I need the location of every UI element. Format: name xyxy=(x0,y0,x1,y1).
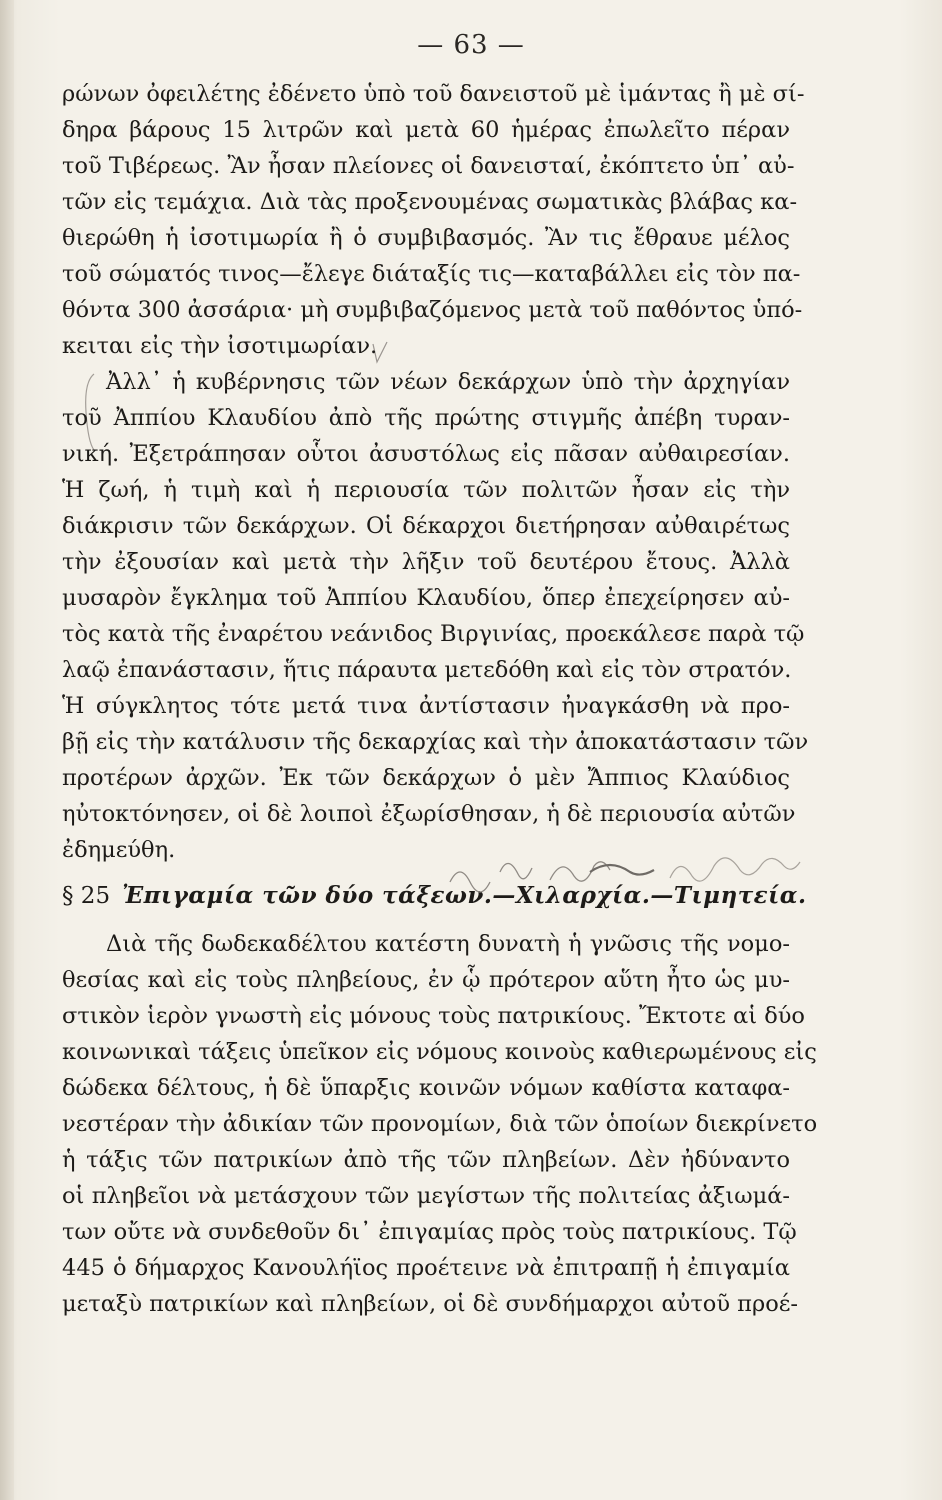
text-line: Ἀλλ᾽ ἡ κυβέρνησις τῶν νέων δεκάρχων ὑπὸ τὴν ἀρχηγίαν xyxy=(106,369,790,395)
body-text xyxy=(62,76,818,1322)
text-line: οἱ πληβεῖοι νὰ μετάσχουν τῶν μεγίστων τῆς πολιτείας ἀξιωμά- xyxy=(62,1183,790,1209)
binding-edge xyxy=(0,0,14,1500)
handwritten-annotation xyxy=(440,842,840,902)
text-line: τοῦ Τιβέρεως. Ἂν ἦσαν πλείονες οἱ δανεισταί, ἐκόπτετο ὑπ᾽ αὐ- xyxy=(62,153,795,179)
text-line: τὸς κατὰ τῆς ἐναρέτου νεάνιδος Βιργινίας, προεκάλεσε παρὰ τῷ xyxy=(62,621,805,647)
text-line: θεσίας καὶ εἰς τοὺς πληβείους, ἐν ᾧ πρότερον αὕτη ἦτο ὡς μυ- xyxy=(62,967,790,993)
text-line: Διὰ τῆς δωδεκαδέλτου κατέστη δυνατὴ ἡ γνῶσις τῆς νομο- xyxy=(106,931,790,957)
text-line: Ἡ σύγκλητος τότε μετά τινα ἀντίστασιν ἠναγκάσθη νὰ προ- xyxy=(62,693,790,719)
text-line: μυσαρὸν ἔγκλημα τοῦ Ἀππίου Κλαυδίου, ὅπερ ἐπεχείρησεν αὐ- xyxy=(62,585,790,611)
text-line: τῶν εἰς τεμάχια. Διὰ τὰς προξενουμένας σωματικὰς βλάβας κα- xyxy=(62,189,798,215)
text-line: 445 ὁ δήμαρχος Κανουλήϊος προέτεινε νὰ ἐπιτραπῇ ἡ ἐπιγαμία xyxy=(62,1255,790,1281)
text-line: Ἡ ζωή, ἡ τιμὴ καὶ ἡ περιουσία τῶν πολιτῶν ἦσαν εἰς τὴν xyxy=(62,477,790,503)
section-title: Ἐπιγαμία τῶν δύο τάξεων.—Χιλαρχία.—Τιμητεία. xyxy=(122,882,807,909)
page-number: — 63 — xyxy=(417,30,525,60)
text-line: μεταξὺ πατρικίων καὶ πληβείων, οἱ δὲ συνδήμαρχοι αὐτοῦ προέ- xyxy=(62,1291,799,1317)
text-line: κοινωνικαὶ τάξεις ὑπεῖκον εἰς νόμους κοινοὺς καθιερωμένους εἰς xyxy=(62,1039,817,1065)
text-line: δηρα βάρους 15 λιτρῶν καὶ μετὰ 60 ἡμέρας ἐπωλεῖτο πέραν xyxy=(62,117,790,143)
text-line: τοῦ Ἀππίου Κλαυδίου ἀπὸ τῆς πρώτης στιγμῆς ἀπέβη τυραν- xyxy=(62,405,790,431)
text-line: λαῷ ἐπανάστασιν, ἥτις πάραυτα μετεδόθη καὶ εἰς τὸν στρατόν. xyxy=(62,657,792,683)
text-line: διάκρισιν τῶν δεκάρχων. Οἱ δέκαρχοι διετήρησαν αὐθαιρέτως xyxy=(62,513,790,539)
text-line: νική. Ἐξετράπησαν οὗτοι ἀσυστόλως εἰς πᾶσαν αὐθαιρεσίαν. xyxy=(62,441,790,467)
text-line: ἐδημεύθη. xyxy=(62,837,176,863)
text-line: δώδεκα δέλτους, ἡ δὲ ὕπαρξις κοινῶν νόμων καθίστα καταφα- xyxy=(62,1075,790,1101)
text-line: βῇ εἰς τὴν κατάλυσιν τῆς δεκαρχίας καὶ τὴν ἀποκατάστασιν τῶν xyxy=(62,729,809,755)
text-line: θιερώθη ἡ ἰσοτιμωρία ἢ ὁ συμβιβασμός. Ἂν τις ἔθραυε μέλος xyxy=(62,225,790,251)
text-line: θόντα 300 ἀσσάρια· μὴ συμβιβαζόμενος μετὰ τοῦ παθόντος ὑπό- xyxy=(62,297,803,323)
text-line: νεστέραν τὴν ἀδικίαν τῶν προνομίων, διὰ τῶν ὁποίων διεκρίνετο xyxy=(62,1111,818,1137)
text-line: στικὸν ἱερὸν γνωστὴ εἰς μόνους τοὺς πατρικίους. Ἔκτοτε αἱ δύο xyxy=(62,1003,805,1029)
text-line: των οὔτε νὰ συνδεθοῦν δι᾽ ἐπιγαμίας πρὸς τοὺς πατρικίους. Τῷ xyxy=(62,1219,797,1245)
text-line: ρώνων ὀφειλέτης ἐδένετο ὑπὸ τοῦ δανειστοῦ μὲ ἱμάντας ἢ μὲ σί- xyxy=(62,81,805,107)
section-number: § 25 xyxy=(62,883,111,909)
text-line: ηὐτοκτόνησεν, οἱ δὲ λοιποὶ ἐξωρίσθησαν, ἡ δὲ περιουσία αὐτῶν xyxy=(62,801,796,827)
text-line: προτέρων ἀρχῶν. Ἐκ τῶν δεκάρχων ὁ μὲν Ἄππιος Κλαύδιος xyxy=(62,765,790,791)
text-line: τοῦ σώματός τινος—ἔλεγε διάταξίς τις—καταβάλλει εἰς τὸν πα- xyxy=(62,261,801,287)
text-line: ἡ τάξις τῶν πατρικίων ἀπὸ τῆς τῶν πληβείων. Δὲν ἠδύναντο xyxy=(62,1147,790,1173)
text-line: τὴν ἐξουσίαν καὶ μετὰ τὴν λῆξιν τοῦ δευτέρου ἔτους. Ἀλλὰ xyxy=(62,549,790,575)
text-line: κειται εἰς τὴν ἰσοτιμωρίαν. xyxy=(62,333,378,359)
